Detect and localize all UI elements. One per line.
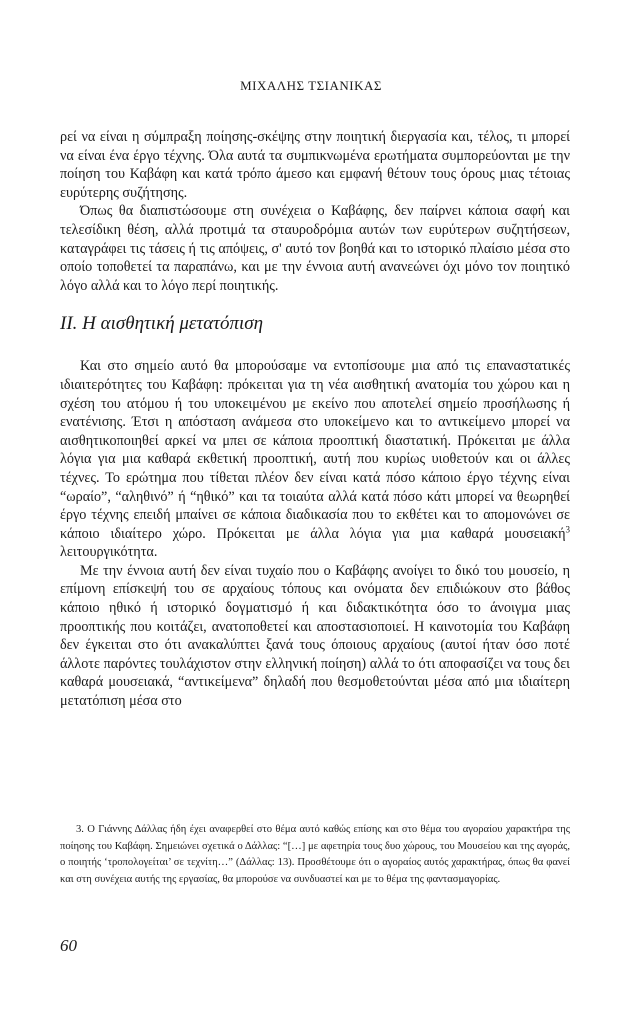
running-head: ΜΙΧΑΛΗΣ ΤΣΙΑΝΙΚΑΣ <box>240 78 382 93</box>
paragraph-2: Όπως θα διαπιστώσουμε στη συνέχεια ο Καβάφης, δεν παίρνει κάποια σαφή και τελεσίδικη θέση, αλλά προτιμά τα σταυροδρόμια αυτών των ευρύτερων συζητήσεων, καταγράφει τις τάσεις ή τις απόψεις, σ' αυτό τον βοηθά και το ιστορικό πλαίσιο μέσα στο οποίο τοποθετεί τα παραπάνω, και με την έννοια αυτή ανανεώνει όχι μόνο τον ποιητικό λόγο αλλά και το λόγο περί ποιητικής. <box>60 203 570 294</box>
paragraph-4: Με την έννοια αυτή δεν είναι τυχαίο που ο Καβάφης ανοίγει το δικό του μουσείο, η επίμονη επίσκεψή του σε αρχαίους τόπους και ονόματα δεν επιδιώκουν στο βάθος κάποιο ηθικό ή ιστορικό δογματισμό ή και διδακτικότητα όσο το άνοιγμα μιας προοπτικής που κοιτάζει, ανατοποθετεί και αποστασιοποιεί. Η καινοτομία του Καβάφη δεν έγκειται στο ότι ανακαλύπτει ξανά τους όποιους αρχαίους (αυτοί ήταν όσο ποτέ άλλοτε παρόντες τουλάχιστον στην ελληνική ποίηση) αλλά το ότι αποφασίζει να τους δει καθαρά μουσειακά, “αντικείμενα” δηλαδή που θεσμοθετούνται μέσα από μια ιδιαίτερη μετατόπιση μέσα στο <box>60 562 570 710</box>
page-number: 60 <box>60 936 77 955</box>
main-text <box>60 128 570 711</box>
footnote: 3. Ο Γιάννης Δάλλας ήδη έχει αναφερθεί στο θέμα αυτό καθώς επίσης και στο θέμα του αγοραίου χαρακτήρα της ποίησης του Καβάφη. Σημειώνει σχετικά ο Δάλλας: “[…] με αφετηρία τους δυο χώρους, του Μουσείου και της αγοράς, ο ποιητής ‘τροπολογείται’ σε τεχνίτη…” (Δάλλας: 13). Προσθέτουμε ότι ο αγοραίος αυτός χαρακτήρας, όπως θα φανεί και στη συνέχεια αυτής της εργασίας, θα μπορούσε να συνδυαστεί και με το θέμα της φαντασμαγορίας. <box>60 824 570 885</box>
paragraph-3-tail: λειτουργικότητα. <box>60 544 158 561</box>
section-heading: ΙΙ. Η αισθητική μετατόπιση <box>60 313 264 335</box>
paragraph-1: ρεί να είναι η σύμπραξη ποίησης-σκέψης στην ποιητική διεργασία και, τέλος, τι μπορεί να είναι ένα έργο τέχνης. Όλα αυτά τα συμπικνωμένα ερωτήματα συμπορεύονται με την ποίηση του Καβάφη και κατά τρόπο άμεσο και εμφανή θέτουν τους όρους μιας τέτοιας ευρύτερης συζήτησης. <box>60 129 570 201</box>
footnote-reference: 3 <box>565 523 570 534</box>
paragraph-3-text: Και στο σημείο αυτό θα μπορούσαμε να εντοπίσουμε μια από τις επαναστατικές ιδιαιτερότητες του Καβάφη: πρόκειται για τη νέα αισθητική ανατομία του χώρου και η σχέση του ατόμου ή του υποκειμένου με εκείνο που αποτελεί σημείο προσήλωσης ή ενατένισης. Έτσι η απόσταση ανάμεσα στο υποκείμενο και το αντικείμενο μπορεί να αισθητικοποιηθεί αρκεί να μπει σε κάποια προοπτική διαστατική. Πρόκειται με άλλα λόγια για μια καθαρά εκθετική προοπτική, αυτή που κυρίως υιοθετούν και οι άλλες τέχνες. Το ερώτημα που τίθεται πλέον δεν είναι κατά πόσο κάποιο έργο τέχνης είναι “ωραίο”, “αληθινό” ή “ηθικό” και τα τοιαύτα αλλά κατά πόσο κάτι μπορεί να θεωρηθεί έργο τέχνης επειδή μπαίνει σε κάποια διαδικασία που το εκθέτει και το απομονώνει σε κάποιο ιδιαίτερο χώρο. Πρόκειται με άλλα λόγια για μια καθαρά μουσειακή <box>60 358 570 542</box>
paragraph-3 <box>60 357 570 562</box>
